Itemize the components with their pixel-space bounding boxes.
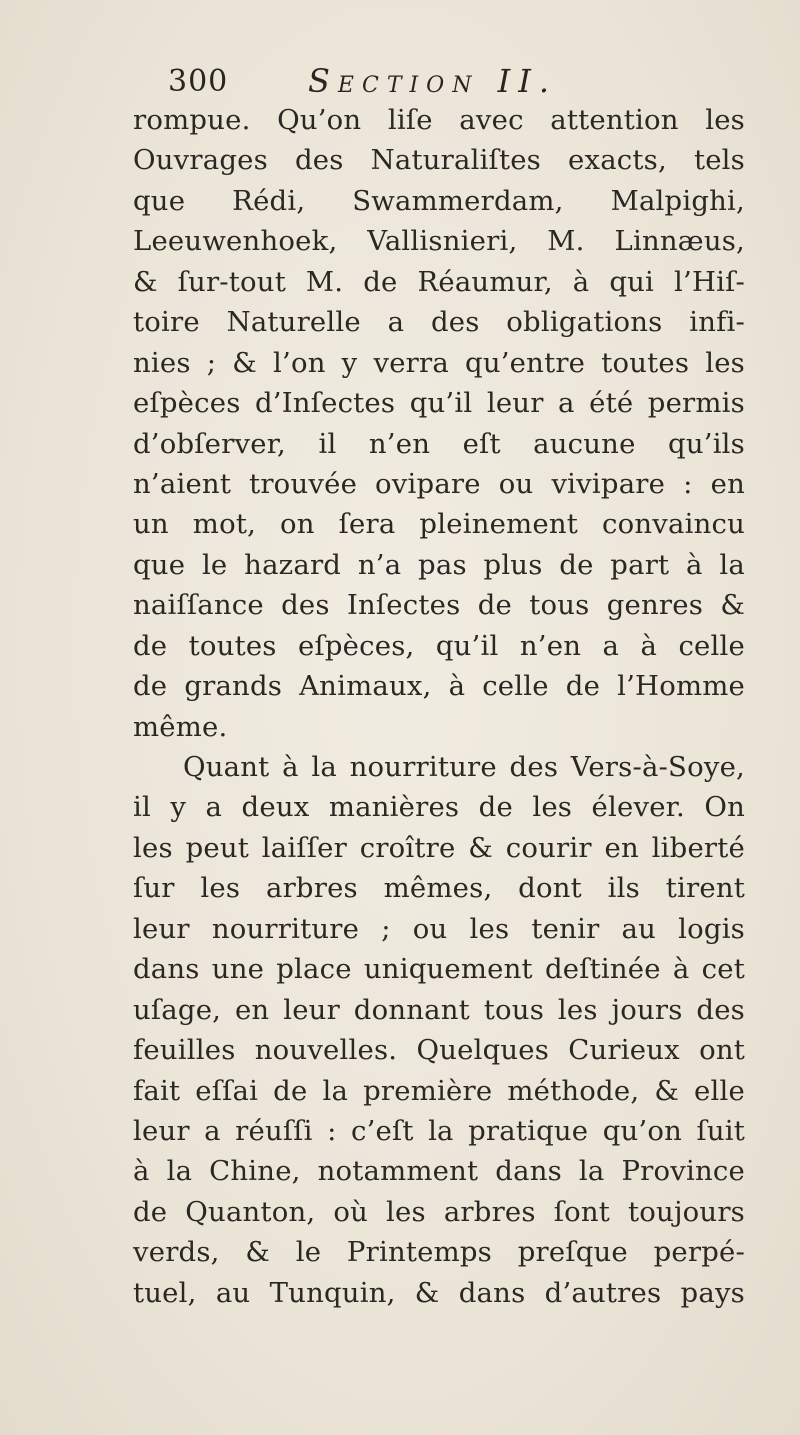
text-line: que Rédi, Swammerdam, Malpighi,	[133, 184, 745, 217]
text-line: verds, & le Printemps preſque perpé-	[133, 1236, 745, 1269]
text-line: nies ; & l’on y verra qu’entre toutes les	[133, 346, 745, 379]
text-line: fait eſſai de la première méthode, & elle	[133, 1074, 745, 1107]
text-line: que le hazard n’a pas plus de part à la	[133, 548, 745, 581]
text-line: ſur les arbres mêmes, dont ils tirent	[133, 872, 745, 905]
text-line: même.	[133, 710, 228, 743]
text-line: feuilles nouvelles. Quelques Curieux ont	[133, 1034, 745, 1067]
text-line: tuel, au Tunquin, & dans d’autres pays	[133, 1276, 745, 1309]
body-text	[133, 100, 745, 1313]
text-line: uſage, en leur donnant tous les jours des	[133, 993, 745, 1026]
text-line: leur a réuſſi : c’eſt la pratique qu’on ſuit	[133, 1114, 745, 1147]
text-line: il y a deux manières de les élever. On	[133, 791, 745, 824]
text-line: Leeuwenhoek, Vallisnieri, M. Linnæus,	[133, 225, 745, 258]
text-line: leur nourriture ; ou les tenir au logis	[133, 912, 745, 945]
text-line: & ſur-tout M. de Réaumur, à qui l’Hiſ-	[133, 265, 745, 298]
text-line: dans une place uniquement deſtinée à cet	[133, 953, 745, 986]
paragraph-start-line: Quant à la nourriture des Vers-à-Soye,	[183, 751, 745, 783]
running-head: Section II.	[308, 62, 558, 100]
text-line: Ouvrages des Naturaliſtes exacts, tels	[133, 144, 745, 177]
text-line: d’obſerver, il n’en eſt aucune qu’ils	[133, 427, 745, 460]
text-line: de toutes eſpèces, qu’il n’en a à celle	[133, 629, 745, 662]
page-number: 300	[168, 64, 229, 99]
text-line: n’aient trouvée ovipare ou vivipare : en	[133, 467, 745, 500]
text-line: les peut laiſſer croître & courir en liberté	[133, 831, 745, 864]
text-line: de Quanton, où les arbres ſont toujours	[133, 1195, 745, 1228]
text-line: un mot, on ſera pleinement convaincu	[133, 508, 745, 541]
page-header	[168, 58, 768, 102]
text-line: naiſſance des Inſectes de tous genres &	[133, 589, 745, 622]
text-line: toire Naturelle a des obligations infi-	[133, 306, 745, 339]
text-line: à la Chine, notamment dans la Province	[133, 1155, 745, 1188]
text-line: eſpèces d’Inſectes qu’il leur a été permis	[133, 387, 745, 420]
text-line: rompue. Qu’on liſe avec attention les	[133, 104, 745, 136]
text-line: de grands Animaux, à celle de l’Homme	[133, 670, 745, 703]
